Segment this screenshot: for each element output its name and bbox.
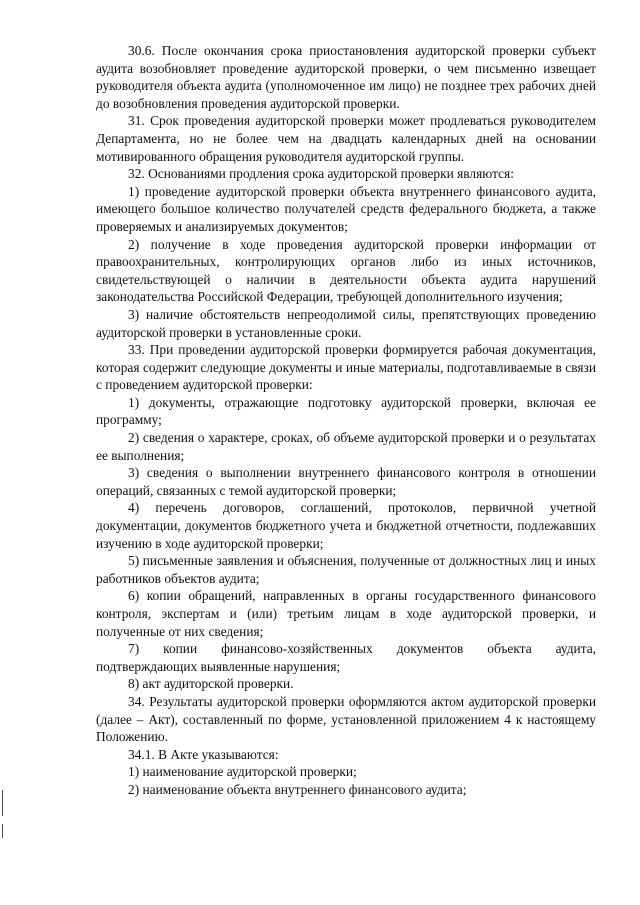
list-item-33-2: 2) сведения о характере, сроках, об объеме аудиторской проверки и о результатах ее выполнения; <box>96 430 596 463</box>
paragraph-33: 33. При проведении аудиторской проверки формируется рабочая документация, которая содержит следующие документы и иные материалы, подготавливаемые в связи с проведением аудиторской проверки: <box>96 342 596 393</box>
list-item-33-6: 6) копии обращений, направленных в органы государственного финансового контроля, экспертам и (или) третьим лицам в ходе аудиторской проверки, и полученные от них сведения; <box>96 588 596 639</box>
list-item-33-5: 5) письменные заявления и объяснения, полученные от должностных лиц и иных работников объектов аудита; <box>96 553 596 586</box>
document-page <box>96 42 596 799</box>
list-item-34-1-2: 2) наименование объекта внутреннего финансового аудита; <box>128 781 467 797</box>
paragraph-34: 34. Результаты аудиторской проверки оформляются актом аудиторской проверки (далее – Акт), составленный по форме, установленной приложением 4 к настоящему Положению. <box>96 693 596 745</box>
paragraph-31: 31. Срок проведения аудиторской проверки может продлеваться руководителем Департамента, но не более чем на двадцать календарных дней на основании мотивированного обращения руководителя аудиторской группы. <box>96 113 596 164</box>
paragraph-34-1: 34.1. В Акте указываются: <box>128 746 279 762</box>
margin-scan-mark-lower <box>2 824 3 838</box>
list-item-33-7: 7) копии финансово-хозяйственных документов объекта аудита, подтверждающих выявленные нарушения; <box>96 641 596 674</box>
list-item-33-4: 4) перечень договоров, соглашений, протоколов, первичной учетной документации, документов бюджетного учета и бюджетной отчетности, подлежавших изучению в ходе аудиторской проверки; <box>96 500 596 551</box>
list-item-32-1: 1) проведение аудиторской проверки объекта внутреннего финансового аудита, имеющего большое количество получателей средств федерального бюджета, а также проверяемых и анализируемых документов; <box>96 183 596 234</box>
list-item-34-1-1: 1) наименование аудиторской проверки; <box>128 764 357 780</box>
list-item-33-3: 3) сведения о выполнении внутреннего финансового контроля в отношении операций, связанных с темой аудиторской проверки; <box>96 465 596 498</box>
list-item-32-3: 3) наличие обстоятельств непреодолимой силы, препятствующих проведению аудиторской проверки в установленные сроки. <box>96 306 596 340</box>
margin-scan-mark-upper <box>2 790 3 816</box>
paragraph-32: 32. Основаниями продления срока аудиторской проверки являются: <box>128 166 514 182</box>
paragraph-30-6: 30.6. После окончания срока приостановления аудиторской проверки субъект аудита возобновляет проведение аудиторской проверки, о чем письменно извещает руководителя объекта аудита (уполномоченное им лицо) не позднее трех рабочих дней до возобновления проведения аудиторской проверки. <box>96 43 596 111</box>
list-item-33-8: 8) акт аудиторской проверки. <box>128 676 294 692</box>
list-item-32-2: 2) получение в ходе проведения аудиторской проверки информации от правоохранительных, контролирующих органов либо из иных источников, свидетельствующей о наличии в деятельности объекта аудита нарушений законодательства Российской Федерации, требующей дополнительного изучения; <box>96 236 596 305</box>
list-item-33-1: 1) документы, отражающие подготовку аудиторской проверки, включая ее программу; <box>96 394 596 428</box>
